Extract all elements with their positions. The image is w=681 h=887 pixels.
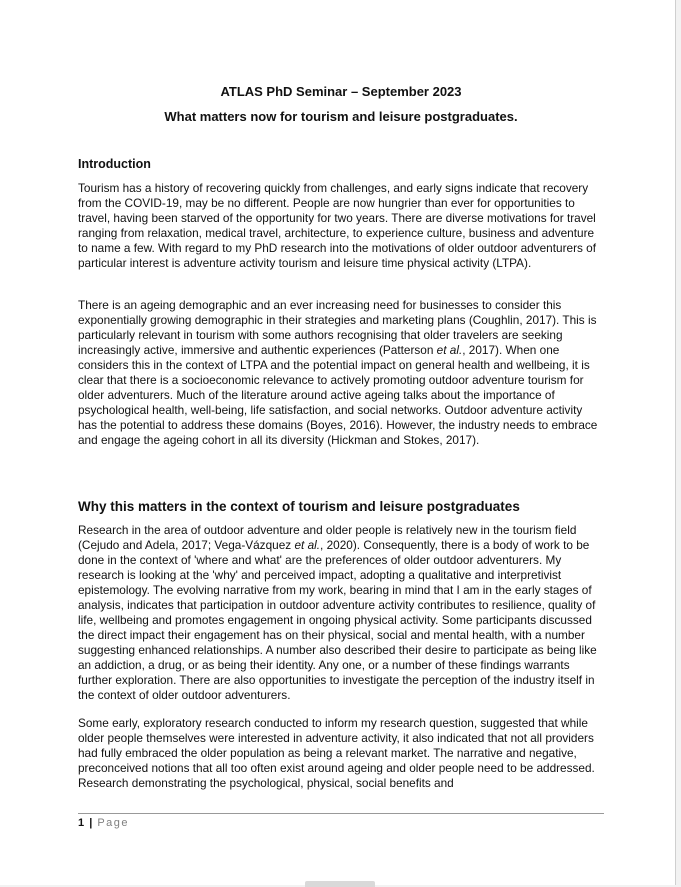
- page-label: Page: [97, 817, 130, 829]
- paragraph-intro-2: There is an ageing demographic and an ever increasing need for businesses to consider this exponentially growing demographic in their strategies and marketing plans (Coughlin, 2017). This is particularly relevant in tourism with some authors recognising that older travelers are seeking increasingly active, immersive and authentic experiences (Patterson et al., 2017). When one considers this in the context of LTPA and the potential impact on general health and wellbeing, it is clear that there is a socioeconomic relevance to actively promoting outdoor adventure tourism for older adventurers. Much of the literature around active ageing talks about the importance of psychological health, well-being, life satisfaction, and social networks. Outdoor adventure activity has the potential to address these domains (Boyes, 2016). However, the industry needs to embrace and engage the ageing cohort in all its diversity (Hickman and Stokes, 2017).: [78, 298, 598, 447]
- footer-divider: [78, 813, 604, 814]
- page-footer-separator: |: [89, 817, 93, 829]
- page-number: 1: [78, 817, 85, 829]
- document-subtitle: What matters now for tourism and leisure postgraduates.: [164, 109, 518, 124]
- paragraph-intro-1: Tourism has a history of recovering quickly from challenges, and early signs indicate that recovery from the COVID-19, may be no different. People are now hungrier than ever for opportunities to travel, having been starved of the opportunity for two years. There are diverse motivations for travel ranging from relaxation, medical travel, architecture, to experience culture, business and adventure to name a few. With regard to my PhD research into the motivations of older outdoor adventurers of particular interest is adventure activity tourism and leisure time physical activity (LTPA).: [78, 181, 597, 270]
- bottom-scroll-tab[interactable]: [305, 881, 375, 887]
- page-footer: [78, 816, 129, 830]
- section-heading-why-this-matters: Why this matters in the context of tourism and leisure postgraduates: [78, 499, 520, 514]
- section-heading-introduction: Introduction: [78, 157, 151, 171]
- paragraph-why-1: Research in the area of outdoor adventure and older people is relatively new in the tourism field (Cejudo and Adela, 2017; Vega-Vázquez et al., 2020). Consequently, there is a body of work to be done in the context of 'where and what' are the preferences of older outdoor adventurers. My research is looking at the 'why' and perceived impact, adopting a qualitative and interpretivist epistemology. The evolving narrative from my work, bearing in mind that I am in the early stages of analysis, indicates that participation in outdoor adventure activity contributes to resilience, quality of life, wellbeing and promotes engagement in ongoing physical activity. Some participants discussed the direct impact their engagement has on their physical, social and mental health, with a number suggesting enhanced relationships. A number also described their desire to participate as being like an addiction, a drug, or as being their identity. Any one, or a number of these findings warrants further exploration. There are also opportunities to investigate the perception of the industry itself in the context of older outdoor adventurers.: [78, 523, 597, 702]
- document-title: ATLAS PhD Seminar – September 2023: [220, 84, 462, 99]
- paragraph-why-2: Some early, exploratory research conducted to inform my research question, suggested that while older people themselves were interested in adventure activity, it also indicated that not all providers had fully embraced the older population as being a relevant market. The narrative and negative, preconceived notions that all too often exist around ageing and older people need to be addressed. Research demonstrating the psychological, physical, social benefits and: [78, 716, 595, 790]
